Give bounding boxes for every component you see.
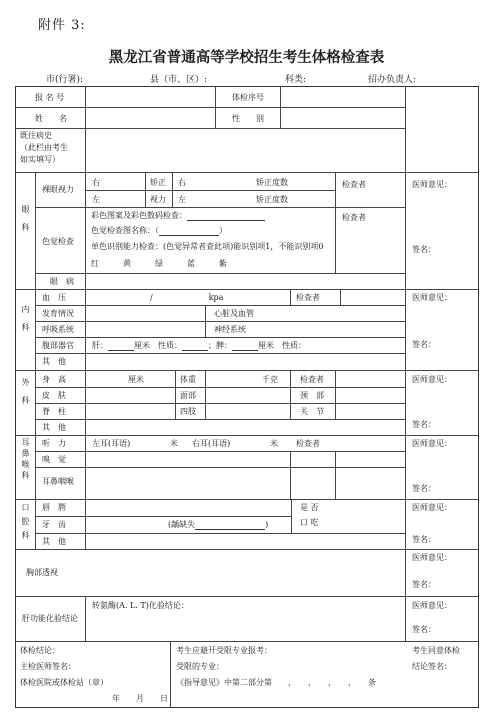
bp-unit: / kpa [150,293,224,302]
color-line2: 色觉检查图名称：（ ） [91,226,227,235]
stutter-question: 是 否 [300,503,319,512]
eye-section-label: 眼科 [21,205,30,241]
vision-left2: 左 [178,195,186,204]
col-line [290,451,291,499]
attachment-label: 附件 3: [38,18,86,33]
reg-no-label: 报 名 号 [35,93,65,102]
col-line [170,641,171,708]
gender-label: 性 别 [232,114,264,123]
smell-label: 嗅 觉 [42,455,66,464]
surgery-examiner: 检查者 [300,375,324,384]
subject-label: 科类: [285,75,307,85]
row-line [35,273,405,274]
form-title: 黑龙江省普通高等学校招生考生体格检查表 [108,50,385,66]
col-line [290,370,291,419]
col-line [172,172,173,207]
liver-func-label: 肝功能化验结论 [22,614,78,623]
oral-section-label: 口腔科 [21,503,30,545]
row-line [15,641,479,642]
left-ear-label: 左耳(耳语) [92,439,131,448]
conclusion-label: 体检结论： [20,646,60,655]
vision-left: 左 [92,195,100,204]
vision-word: 视力 [150,195,166,204]
city-label: 市(行署): [46,75,84,85]
oral-signature: 签名： [412,535,436,544]
lip-label: 唇 腭 [42,503,66,512]
surgery-other: 其 他 [42,423,66,432]
col-line [205,370,206,419]
chest-signature: 签名： [412,580,436,589]
row-line [35,207,405,208]
col-line [85,172,86,289]
name-label: 姓 名 [35,114,67,123]
principal-label: 招办负责人: [368,75,417,85]
left-ear-unit: 米 [170,439,178,448]
limited-major-label: 受限的专业： [176,662,224,671]
col-line [85,596,86,641]
ent-section-label: 耳鼻喉科 [21,438,30,482]
correct-deg-right: 矫正度数 [256,178,288,187]
row-line [35,516,291,517]
color-label: 色觉检查 [42,237,74,246]
oral-doctor-opinion: 医师意见： [412,503,452,512]
col-line [290,289,291,305]
liver-line: 肝： 厘米 性质： ；脾： 厘米 性质： [92,341,306,350]
guide-label: 《指导意见》中第二部分第 ， ， ， ， 条 [176,678,376,687]
skin-label: 皮 肤 [42,391,66,400]
eye-examiner-2: 检查者 [342,213,366,222]
col-line [175,370,176,419]
col-line [280,86,281,128]
stutter-label: 口 吃 [300,518,319,527]
row-line [85,190,335,191]
limbs-label: 四肢 [180,407,196,416]
surgery-doctor-opinion: 医师意见： [412,375,452,384]
right-ear-label: 右耳(耳语) [192,439,231,448]
internal-doctor-opinion: 医师意见： [412,293,452,302]
weight-label: 体重 [180,375,196,384]
col-line [335,451,336,499]
exam-seq-label: 体检序号 [232,93,264,102]
vision-right: 右 [92,178,100,187]
joints-label: 关 节 [300,407,324,416]
col-line [291,499,292,533]
row-line [35,321,405,322]
agree-sign-label: 结论签名： [412,662,452,671]
correct-label: 矫正 [150,178,166,187]
color-list: 红 黄 绿 蓝 紫 [91,259,227,268]
row-line [35,403,405,404]
eye-examiner-1: 检查者 [342,180,366,189]
internal-examiner: 检查者 [296,293,320,302]
col-line [35,172,36,549]
col-line [215,86,216,128]
bp-label: 血 压 [42,293,66,302]
color-line3: 单色识别能力检查：(色觉异常者查此项)能识别项1，不能识别项0 [91,242,324,251]
ent-signature: 签名： [412,484,436,493]
vision-right2: 右 [178,178,186,187]
nerve-label: 神经系统 [214,325,246,334]
row-line [35,451,405,452]
col-line [85,499,86,549]
ent-examiner: 检查者 [296,439,320,448]
abdomen-label: 腹部器官 [42,341,74,350]
growth-label: 发育情况 [42,309,74,318]
teeth-missing: (龋缺失 ) [168,520,269,529]
spine-label: 脊 柱 [42,407,66,416]
color-line1: 彩色图案及彩色数码检查： [91,211,265,221]
height-label: 身 高 [42,375,66,384]
neck-label: 颈 部 [300,391,324,400]
row-line [35,387,405,388]
row-line [35,305,405,306]
row-line [35,419,405,420]
surgery-section-label: 外科 [21,378,30,414]
limits-label: 考生应避开受限专业报考： [176,646,272,655]
row-line [15,107,405,108]
vision-label: 裸眼视力 [42,185,74,194]
history-label: 既往病史 （此栏由考生 如实填写） [20,131,68,164]
hearing-label: 听 力 [42,439,66,448]
row-line [15,128,405,129]
eye-disease-label: 眼 病 [50,277,74,286]
teeth-label: 牙 齿 [42,520,66,529]
internal-section-label: 内科 [21,305,30,341]
weight-unit: 千克 [262,375,278,384]
row-line [35,467,405,468]
row-line [35,533,405,534]
internal-signature: 签名： [412,340,436,349]
right-ear-unit: 米 [270,439,278,448]
chief-sign-label: 主检医师签名： [20,662,76,671]
hospital-seal-label: 体检医院或体检站（章） [20,678,108,687]
ent-doctor-opinion: 医师意见： [412,439,452,448]
date-label: 年 月 日 [112,694,168,703]
internal-other: 其 他 [42,357,66,366]
alt-label: 转氨酶(A. L. T)化验结论： [92,601,189,610]
col-line [335,172,336,273]
oral-other: 其 他 [42,537,66,546]
row-line [35,337,405,338]
col-line [340,289,341,305]
col-line [205,305,206,337]
correct-deg-left: 矫正度数 [256,195,288,204]
col-line [405,86,406,641]
row-line [15,549,479,550]
height-unit: 厘米 [128,375,144,384]
col-line [85,86,86,172]
eye-doctor-opinion: 医师意见： [412,180,452,189]
heart-label: 心脏及血管 [214,309,254,318]
col-line [335,370,336,419]
liver-signature: 签名： [412,625,436,634]
chest-label: 胸部透视 [26,568,58,577]
col-line [145,172,146,207]
surgery-signature: 签名： [412,420,436,429]
chest-doctor-opinion: 医师意见： [412,553,452,562]
col-line [85,289,86,499]
row-line [35,353,405,354]
resp-label: 呼吸系统 [42,325,74,334]
eye-signature: 签名： [412,245,436,254]
liver-doctor-opinion: 医师意见： [412,601,452,610]
county-label: 县（市、区）: [150,75,208,85]
agree-label: 考生同意体检 [412,646,460,655]
throat-label: 耳鼻咽喉 [42,477,74,486]
face-label: 面部 [180,391,196,400]
